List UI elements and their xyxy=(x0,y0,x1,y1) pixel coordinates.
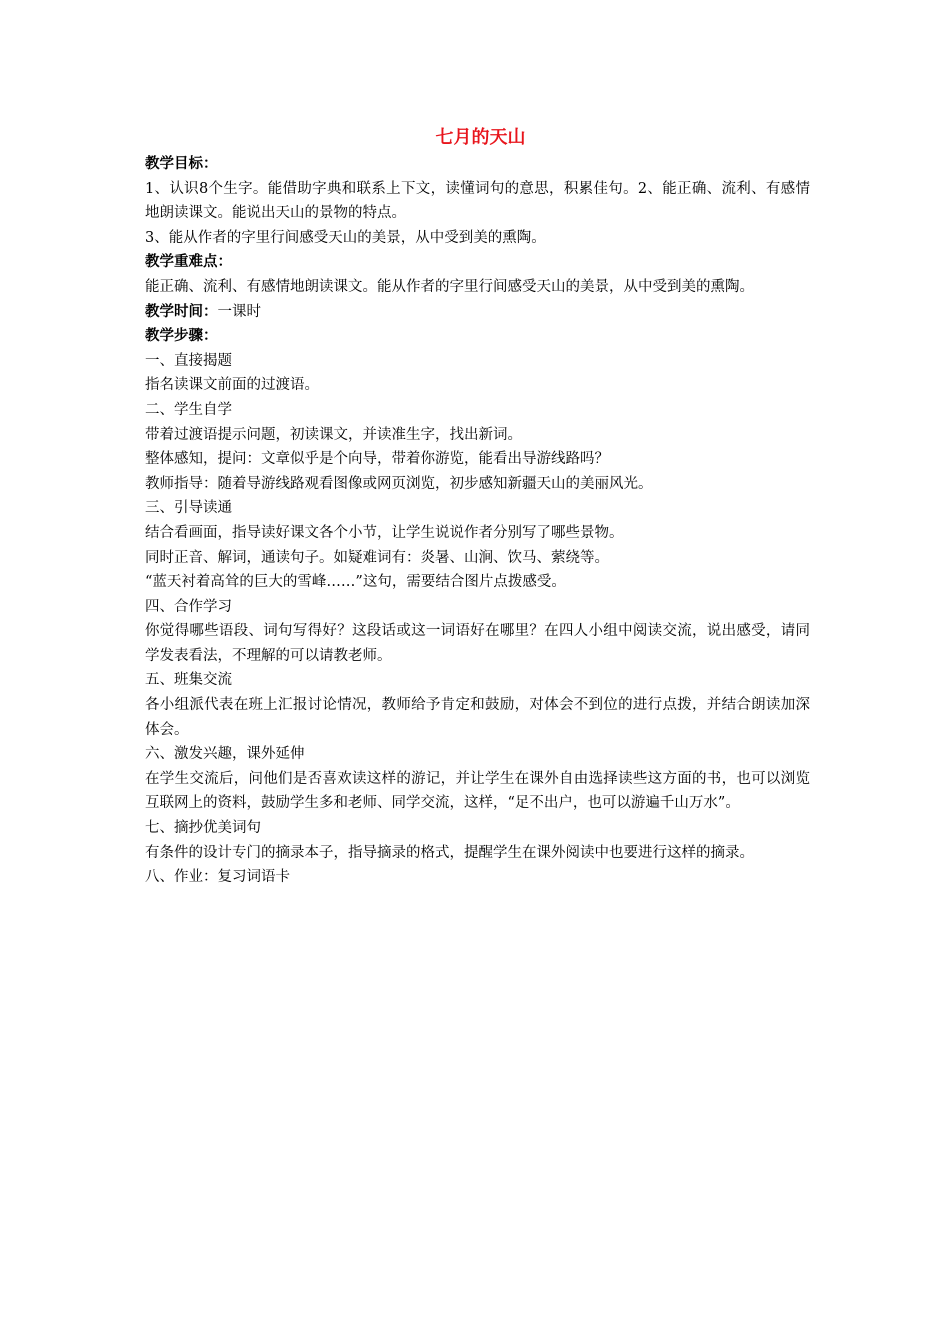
objectives-heading: 教学目标： xyxy=(145,156,218,172)
step-3-paragraph-3: “蓝天衬着高耸的巨大的雪峰……”这句，需要结合图片点拨感受。 xyxy=(145,574,566,591)
step-2-paragraph-2: 整体感知，提问：文章似乎是个向导，带着你游览，能看出导游线路吗？ xyxy=(145,451,609,468)
step-5-title: 五、班集交流 xyxy=(145,672,232,689)
teaching-time-value: 一课时 xyxy=(217,303,261,320)
step-5-paragraph-1: 各小组派代表在班上汇报讨论情况，教师给予肯定和鼓励，对体会不到位的进行点拨，并结合朗读加深体会。 xyxy=(145,697,810,738)
teaching-time xyxy=(145,300,810,325)
step-3-title: 三、引导读通 xyxy=(145,500,232,517)
step-1-paragraph-1: 指名读课文前面的过渡语。 xyxy=(145,377,319,394)
key-points-text: 能正确、流利、有感情地朗读课文。能从作者的字里行间感受天山的美景，从中受到美的熏陶。 xyxy=(145,278,754,295)
step-8-title: 八、作业：复习词语卡 xyxy=(145,869,290,886)
step-2-paragraph-1: 带着过渡语提示问题，初读课文，并读准生字，找出新词。 xyxy=(145,426,522,443)
step-2-paragraph-3: 教师指导：随着导游线路观看图像或网页浏览，初步感知新疆天山的美丽风光。 xyxy=(145,475,653,492)
step-4-paragraph-1: 你觉得哪些语段、词句写得好？这段话或这一词语好在哪里？在四人小组中阅读交流，说出感受，请同学发表看法，不理解的可以请教老师。 xyxy=(145,623,810,664)
step-1-title: 一、直接揭题 xyxy=(145,352,232,369)
step-3-paragraph-1: 结合看画面，指导读好课文各个小节，让学生说说作者分别写了哪些景物。 xyxy=(145,524,624,541)
step-6-title: 六、激发兴趣，课外延伸 xyxy=(145,746,305,763)
document-page xyxy=(145,124,810,890)
objective-item-3: 3、能从作者的字里行间感受天山的美景，从中受到美的熏陶。 xyxy=(145,229,546,246)
key-points-heading: 教学重难点： xyxy=(145,254,232,271)
step-7-title: 七、摘抄优美词句 xyxy=(145,820,261,837)
step-3-paragraph-2: 同时正音、解词，通读句子。如疑难词有：炎暑、山涧、饮马、萦绕等。 xyxy=(145,549,609,566)
step-4-title: 四、合作学习 xyxy=(145,598,232,615)
step-6-paragraph-1: 在学生交流后，问他们是否喜欢读这样的游记，并让学生在课外自由选择读些这方面的书，也可以浏览互联网上的资料，鼓励学生多和老师、同学交流，这样，“足不出户，也可以游遍千山万水”。 xyxy=(145,770,810,812)
objective-item-1: 1、认识8个生字。能借助字典和联系上下文，读懂词句的意思，积累佳句。2、能正确、流利、有感情地朗读课文。能说出天山的景物的特点。 xyxy=(145,180,810,222)
teaching-time-heading: 教学时间： xyxy=(145,303,218,320)
step-7-paragraph-1: 有条件的设计专门的摘录本子，指导摘录的格式，提醒学生在课外阅读中也要进行这样的摘录。 xyxy=(145,844,754,861)
steps-heading: 教学步骤： xyxy=(145,328,218,345)
document-title: 七月的天山 xyxy=(435,127,526,148)
step-2-title: 二、学生自学 xyxy=(145,401,232,418)
